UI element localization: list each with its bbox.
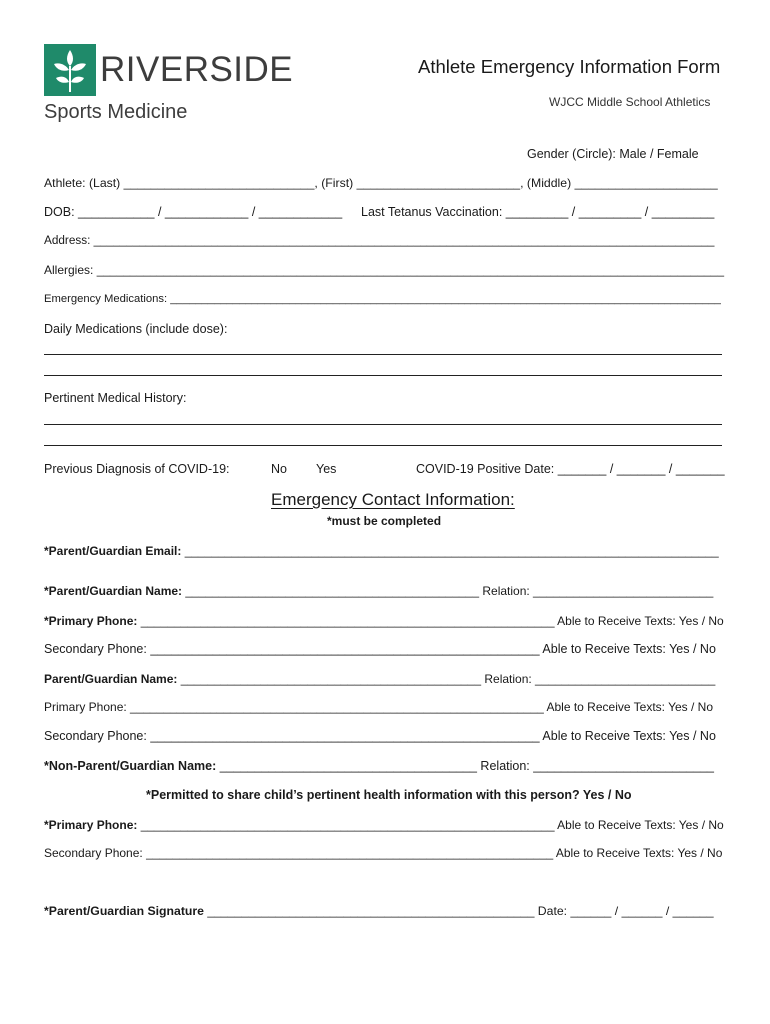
parent1-primary-phone-field[interactable] bbox=[44, 613, 724, 629]
logo-subtitle: Sports Medicine bbox=[44, 101, 188, 123]
non-parent-primary-phone-label: *Primary Phone: bbox=[44, 818, 138, 832]
covid-date-field[interactable]: COVID-19 Positive Date: _______ / _______ / _______ bbox=[416, 462, 725, 476]
logo-wordmark: RIVERSIDE bbox=[100, 50, 294, 89]
parent1-name-label: *Parent/Guardian Name: bbox=[44, 584, 183, 598]
riverside-logo bbox=[44, 44, 294, 128]
parent2-primary-phone-field[interactable]: Primary Phone: ______________________________________________________________ Able to Receive Texts: Yes / No bbox=[44, 700, 714, 714]
covid-label: Previous Diagnosis of COVID-19: bbox=[44, 462, 230, 476]
parent-email-blank[interactable]: ________________________________________________________________________________ bbox=[181, 544, 719, 558]
covid-no-option[interactable]: No bbox=[271, 462, 287, 476]
covid-yes-option[interactable]: Yes bbox=[316, 462, 337, 476]
parent-email-label: *Parent/Guardian Email: bbox=[44, 544, 182, 558]
parent1-name-field[interactable] bbox=[44, 583, 713, 599]
parent1-secondary-phone-field[interactable]: Secondary Phone: ________________________________________________________ Able to Receive Texts: Yes / No bbox=[44, 642, 716, 656]
non-parent-name-blank[interactable]: _____________________________________ Relation: __________________________ bbox=[216, 759, 714, 773]
riverside-leaf-icon bbox=[44, 44, 96, 96]
dob-field[interactable]: DOB: ___________ / ____________ / ____________ bbox=[44, 205, 343, 219]
daily-medications-line-2[interactable] bbox=[44, 375, 722, 376]
parent2-secondary-phone-field[interactable]: Secondary Phone: ________________________________________________________ Able to Receive Texts: Yes / No bbox=[44, 729, 716, 743]
medical-history-label: Pertinent Medical History: bbox=[44, 391, 187, 405]
address-field[interactable]: Address: _______________________________________________________________________________________________ bbox=[44, 234, 715, 247]
signature-blank[interactable]: ________________________________________________ Date: ______ / ______ / ______ bbox=[203, 904, 714, 918]
allergies-field[interactable]: Allergies: ______________________________________________________________________________________________ bbox=[44, 263, 725, 277]
signature-label: *Parent/Guardian Signature bbox=[44, 904, 204, 918]
form-title: Athlete Emergency Information Form bbox=[418, 56, 721, 77]
non-parent-primary-phone-field[interactable] bbox=[44, 817, 724, 833]
signature-field[interactable] bbox=[44, 903, 714, 919]
parent1-name-blank[interactable]: ____________________________________________ Relation: ___________________________ bbox=[182, 584, 714, 598]
parent1-primary-phone-label: *Primary Phone: bbox=[44, 614, 138, 628]
tetanus-field[interactable]: Last Tetanus Vaccination: _________ / _________ / _________ bbox=[361, 205, 715, 219]
medical-history-line-1[interactable] bbox=[44, 424, 722, 425]
parent1-primary-phone-blank[interactable]: ______________________________________________________________ Able to Receive Texts: Yes / No bbox=[137, 614, 724, 628]
share-permission-question[interactable]: *Permitted to share child’s pertinent health information with this person? Yes / No bbox=[146, 788, 632, 802]
athlete-name-field[interactable]: Athlete: (Last) ____________________________, (First) ________________________, (Middle) _____________________ bbox=[44, 176, 718, 190]
non-parent-primary-phone-blank[interactable]: ______________________________________________________________ Able to Receive Texts: Yes / No bbox=[137, 818, 724, 832]
non-parent-name-field[interactable] bbox=[44, 758, 714, 774]
non-parent-name-label: *Non-Parent/Guardian Name: bbox=[44, 759, 217, 773]
parent-email-field[interactable] bbox=[44, 543, 719, 559]
parent2-name-blank[interactable]: _____________________________________________ Relation: ___________________________ bbox=[177, 672, 716, 686]
must-complete-note: *must be completed bbox=[327, 514, 442, 528]
parent2-name-label: Parent/Guardian Name: bbox=[44, 672, 178, 686]
form-subtitle: WJCC Middle School Athletics bbox=[549, 95, 711, 109]
gender-field[interactable]: Gender (Circle): Male / Female bbox=[527, 147, 699, 161]
non-parent-secondary-phone-field[interactable]: Secondary Phone: _____________________________________________________________ Able to Receive Texts: Yes / No bbox=[44, 846, 723, 860]
parent2-name-field[interactable] bbox=[44, 671, 715, 687]
medical-history-line-2[interactable] bbox=[44, 445, 722, 446]
daily-medications-label: Daily Medications (include dose): bbox=[44, 322, 228, 336]
emergency-contact-heading: Emergency Contact Information: bbox=[271, 490, 515, 509]
emergency-medications-field[interactable]: Emergency Medications: ________________________________________________________________________________________ bbox=[44, 293, 721, 305]
daily-medications-line-1[interactable] bbox=[44, 354, 722, 355]
